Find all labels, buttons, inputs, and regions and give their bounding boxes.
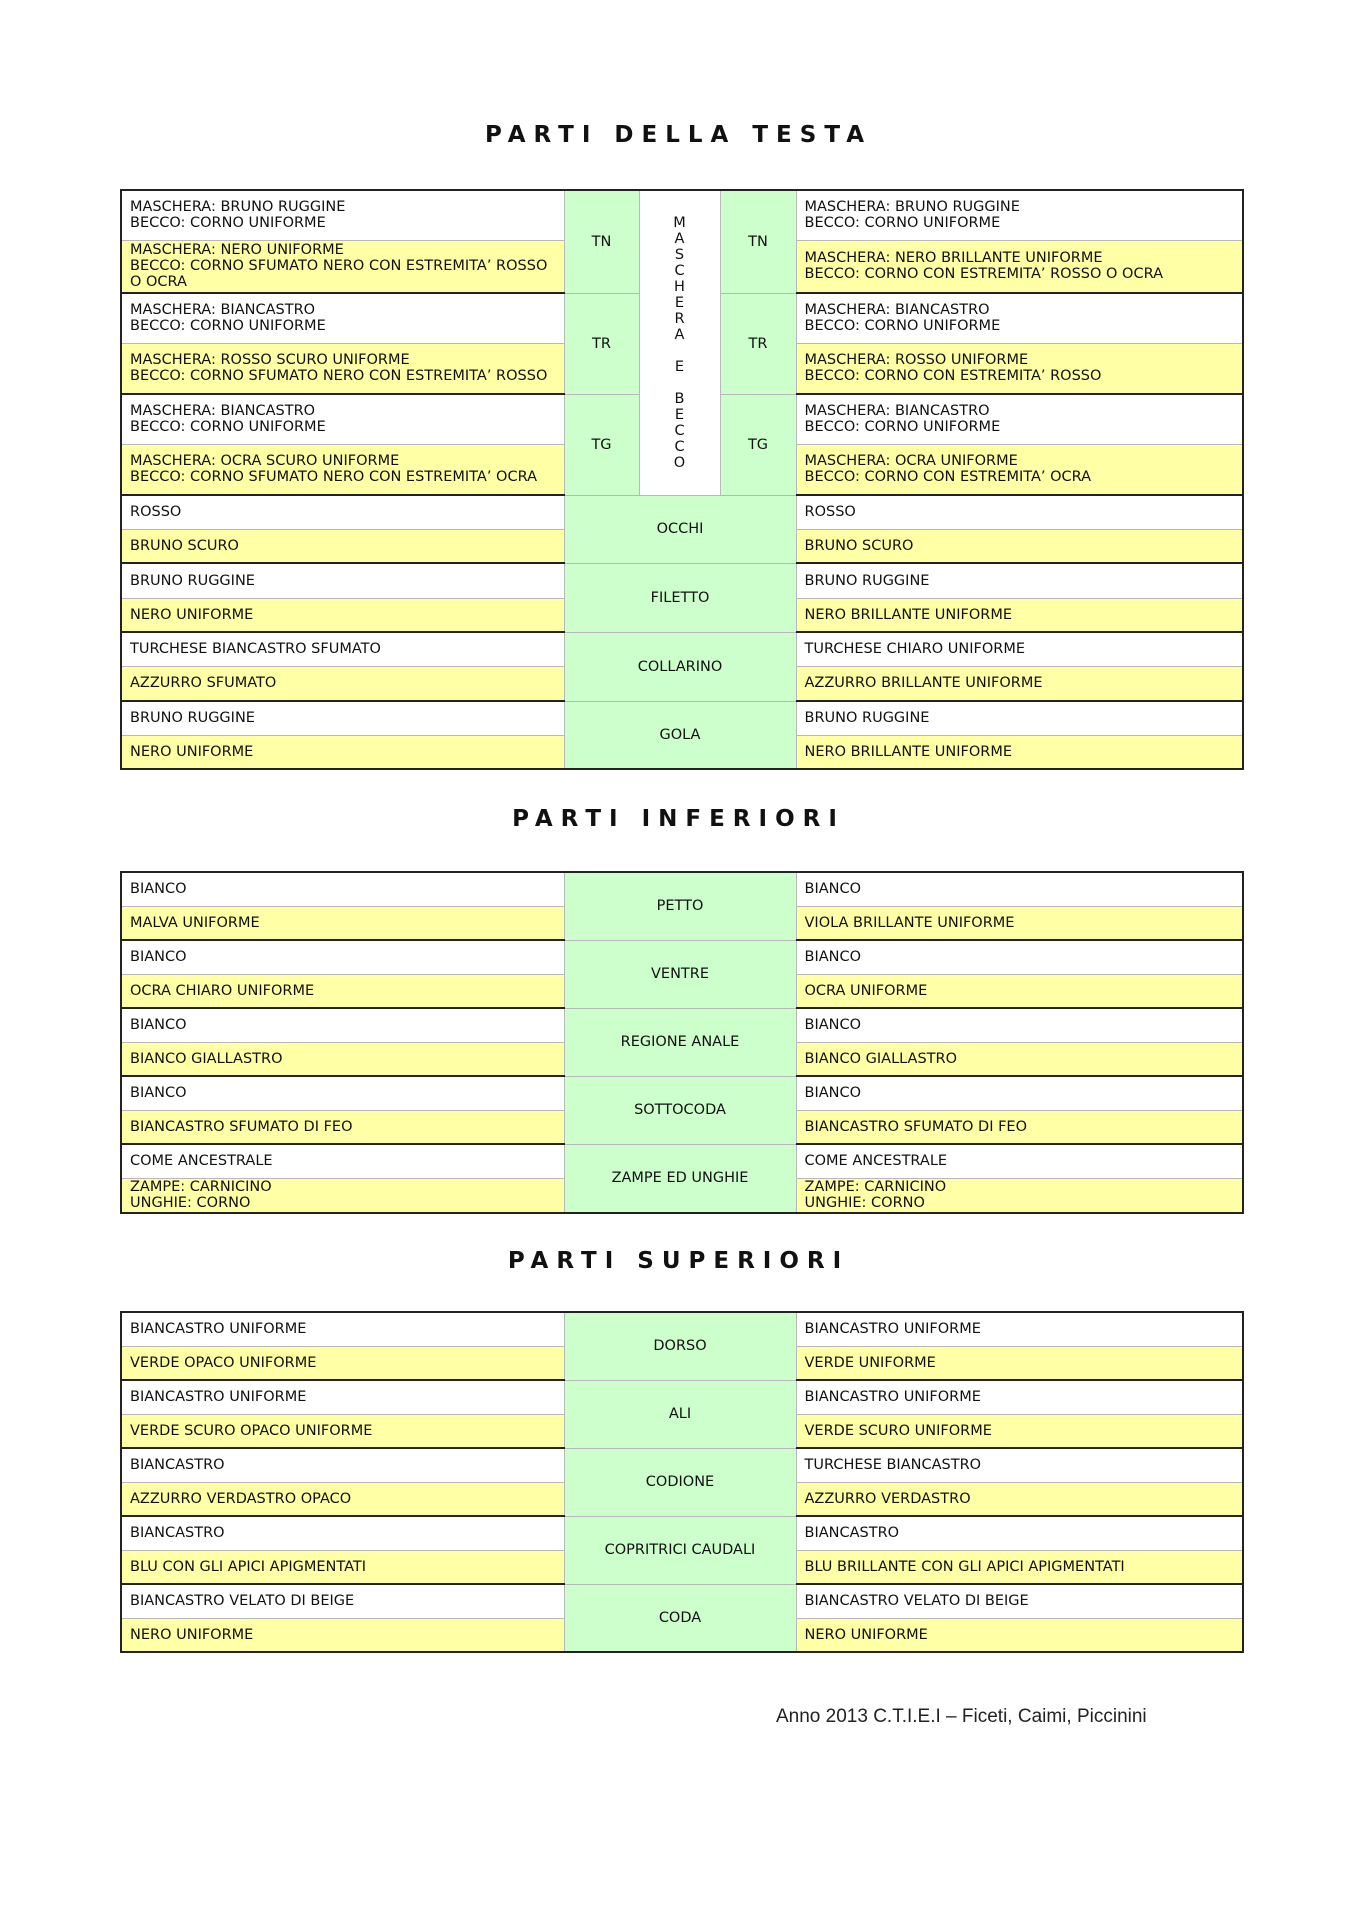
lower-petto-left-female: MALVA UNIFORME — [121, 906, 564, 940]
vertical-letter: E — [674, 294, 685, 311]
head-occhi-left-female: BRUNO SCURO — [121, 529, 564, 563]
head-filetto-left-female: NERO UNIFORME — [121, 598, 564, 632]
head-collarino-left-male: TURCHESE BIANCASTRO SFUMATO — [121, 632, 564, 666]
vertical-letter: C — [674, 262, 685, 279]
table-parti-della-testa — [120, 189, 1244, 770]
upper-coda-label: CODA — [564, 1584, 796, 1652]
title-parti-superiori: PARTI SUPERIORI — [507, 1248, 850, 1274]
vertical-letter: C — [674, 422, 685, 439]
lower-zampe-label: ZAMPE ED UNGHIE — [564, 1144, 796, 1213]
upper-codione-label: CODIONE — [564, 1448, 796, 1516]
head-tg-right-female: MASCHERA: OCRA UNIFORME BECCO: CORNO CON ESTREMITA’ OCRA — [796, 444, 1243, 495]
head-tg-label-left: TG — [564, 394, 639, 495]
vertical-letter — [648, 343, 712, 359]
head-filetto-left-male: BRUNO RUGGINE — [121, 563, 564, 598]
upper-ali-right-female: VERDE SCURO UNIFORME — [796, 1414, 1243, 1448]
lower-ventre-left-female: OCRA CHIARO UNIFORME — [121, 974, 564, 1008]
head-gola-left-male: BRUNO RUGGINE — [121, 701, 564, 735]
head-tg-label-right: TG — [720, 394, 796, 495]
lower-sottocoda-right-male: BIANCO — [796, 1076, 1243, 1110]
lower-sottocoda-right-female: BIANCASTRO SFUMATO DI FEO — [796, 1110, 1243, 1144]
title-parti-inferiori: PARTI INFERIORI — [512, 806, 845, 832]
upper-copritrici-left-female: BLU CON GLI APICI APIGMENTATI — [121, 1550, 564, 1584]
vertical-letter: H — [674, 278, 685, 295]
upper-ali-label: ALI — [564, 1380, 796, 1448]
vertical-letter: M — [673, 214, 686, 231]
head-gola-label: GOLA — [564, 701, 796, 769]
head-occhi-label: OCCHI — [564, 495, 796, 563]
head-tr-right-male: MASCHERA: BIANCASTRO BECCO: CORNO UNIFORME — [796, 293, 1243, 343]
lower-zampe-right-female: ZAMPE: CARNICINO UNGHIE: CORNO — [796, 1178, 1243, 1213]
head-filetto-right-female: NERO BRILLANTE UNIFORME — [796, 598, 1243, 632]
upper-ali-right-male: BIANCASTRO UNIFORME — [796, 1380, 1243, 1414]
head-occhi-right-female: BRUNO SCURO — [796, 529, 1243, 563]
lower-regione-anale-right-male: BIANCO — [796, 1008, 1243, 1042]
upper-copritrici-right-male: BIANCASTRO — [796, 1516, 1243, 1550]
vertical-letter: A — [674, 326, 685, 343]
vertical-letter: B — [674, 390, 685, 407]
vertical-letter: O — [673, 454, 686, 471]
upper-codione-right-male: TURCHESE BIANCASTRO — [796, 1448, 1243, 1482]
vertical-letter: C — [674, 438, 685, 455]
head-tr-right-female: MASCHERA: ROSSO UNIFORME BECCO: CORNO CON ESTREMITA’ ROSSO — [796, 343, 1243, 394]
lower-ventre-right-male: BIANCO — [796, 940, 1243, 974]
head-collarino-label: COLLARINO — [564, 632, 796, 701]
upper-dorso-left-male: BIANCASTRO UNIFORME — [121, 1312, 564, 1346]
lower-sottocoda-left-male: BIANCO — [121, 1076, 564, 1110]
head-collarino-right-female: AZZURRO BRILLANTE UNIFORME — [796, 666, 1243, 701]
lower-ventre-right-female: OCRA UNIFORME — [796, 974, 1243, 1008]
upper-copritrici-label: COPRITRICI CAUDALI — [564, 1516, 796, 1584]
lower-petto-left-male: BIANCO — [121, 872, 564, 906]
upper-codione-left-female: AZZURRO VERDASTRO OPACO — [121, 1482, 564, 1516]
head-tn-left-male: MASCHERA: BRUNO RUGGINE BECCO: CORNO UNIFORME — [121, 190, 564, 240]
head-tr-left-male: MASCHERA: BIANCASTRO BECCO: CORNO UNIFORME — [121, 293, 564, 343]
lower-sottocoda-left-female: BIANCASTRO SFUMATO DI FEO — [121, 1110, 564, 1144]
upper-ali-left-female: VERDE SCURO OPACO UNIFORME — [121, 1414, 564, 1448]
upper-dorso-label: DORSO — [564, 1312, 796, 1380]
head-tr-label-left: TR — [564, 293, 639, 394]
upper-codione-left-male: BIANCASTRO — [121, 1448, 564, 1482]
vertical-letter: A — [674, 230, 685, 247]
lower-regione-anale-left-female: BIANCO GIALLASTRO — [121, 1042, 564, 1076]
upper-codione-right-female: AZZURRO VERDASTRO — [796, 1482, 1243, 1516]
head-gola-right-female: NERO BRILLANTE UNIFORME — [796, 735, 1243, 769]
head-filetto-right-male: BRUNO RUGGINE — [796, 563, 1243, 598]
upper-coda-left-female: NERO UNIFORME — [121, 1618, 564, 1652]
lower-zampe-left-male: COME ANCESTRALE — [121, 1144, 564, 1178]
upper-copritrici-left-male: BIANCASTRO — [121, 1516, 564, 1550]
head-tn-right-female: MASCHERA: NERO BRILLANTE UNIFORME BECCO: CORNO CON ESTREMITA’ ROSSO O OCRA — [796, 240, 1243, 293]
head-vertical-label — [639, 190, 720, 495]
lower-petto-right-female: VIOLA BRILLANTE UNIFORME — [796, 906, 1243, 940]
head-tr-label-right: TR — [720, 293, 796, 394]
upper-dorso-right-female: VERDE UNIFORME — [796, 1346, 1243, 1380]
lower-petto-right-male: BIANCO — [796, 872, 1243, 906]
head-tr-left-female: MASCHERA: ROSSO SCURO UNIFORME BECCO: CORNO SFUMATO NERO CON ESTREMITA’ ROSSO — [121, 343, 564, 394]
upper-coda-right-female: NERO UNIFORME — [796, 1618, 1243, 1652]
head-tn-right-male: MASCHERA: BRUNO RUGGINE BECCO: CORNO UNIFORME — [796, 190, 1243, 240]
head-tg-left-male: MASCHERA: BIANCASTRO BECCO: CORNO UNIFORME — [121, 394, 564, 444]
upper-ali-left-male: BIANCASTRO UNIFORME — [121, 1380, 564, 1414]
title-parti-della-testa: PARTI DELLA TESTA — [484, 122, 873, 148]
head-filetto-label: FILETTO — [564, 563, 796, 632]
upper-coda-right-male: BIANCASTRO VELATO DI BEIGE — [796, 1584, 1243, 1618]
vertical-letter — [648, 375, 712, 391]
head-tg-right-male: MASCHERA: BIANCASTRO BECCO: CORNO UNIFORME — [796, 394, 1243, 444]
head-gola-right-male: BRUNO RUGGINE — [796, 701, 1243, 735]
head-tn-label-left: TN — [564, 190, 639, 293]
upper-copritrici-right-female: BLU BRILLANTE CON GLI APICI APIGMENTATI — [796, 1550, 1243, 1584]
lower-ventre-left-male: BIANCO — [121, 940, 564, 974]
head-collarino-left-female: AZZURRO SFUMATO — [121, 666, 564, 701]
head-collarino-right-male: TURCHESE CHIARO UNIFORME — [796, 632, 1243, 666]
head-occhi-left-male: ROSSO — [121, 495, 564, 529]
lower-sottocoda-label: SOTTOCODA — [564, 1076, 796, 1144]
head-occhi-right-male: ROSSO — [796, 495, 1243, 529]
lower-zampe-left-female: ZAMPE: CARNICINO UNGHIE: CORNO — [121, 1178, 564, 1213]
head-tn-left-female: MASCHERA: NERO UNIFORME BECCO: CORNO SFUMATO NERO CON ESTREMITA’ ROSSO O OCRA — [121, 240, 564, 293]
upper-dorso-left-female: VERDE OPACO UNIFORME — [121, 1346, 564, 1380]
lower-regione-anale-left-male: BIANCO — [121, 1008, 564, 1042]
lower-regione-anale-label: REGIONE ANALE — [564, 1008, 796, 1076]
upper-coda-left-male: BIANCASTRO VELATO DI BEIGE — [121, 1584, 564, 1618]
table-parti-inferiori — [120, 871, 1244, 1214]
upper-dorso-right-male: BIANCASTRO UNIFORME — [796, 1312, 1243, 1346]
footer-credits: Anno 2013 C.T.I.E.I – Ficeti, Caimi, Piccinini — [776, 1706, 1147, 1727]
head-tg-left-female: MASCHERA: OCRA SCURO UNIFORME BECCO: CORNO SFUMATO NERO CON ESTREMITA’ OCRA — [121, 444, 564, 495]
vertical-letter: R — [674, 310, 685, 327]
lower-zampe-right-male: COME ANCESTRALE — [796, 1144, 1243, 1178]
lower-regione-anale-right-female: BIANCO GIALLASTRO — [796, 1042, 1243, 1076]
table-parti-superiori — [120, 1311, 1244, 1653]
vertical-letter: E — [674, 358, 685, 375]
head-tn-label-right: TN — [720, 190, 796, 293]
vertical-letter: S — [674, 246, 685, 263]
head-gola-left-female: NERO UNIFORME — [121, 735, 564, 769]
lower-petto-label: PETTO — [564, 872, 796, 940]
vertical-letter: E — [674, 406, 685, 423]
lower-ventre-label: VENTRE — [564, 940, 796, 1008]
